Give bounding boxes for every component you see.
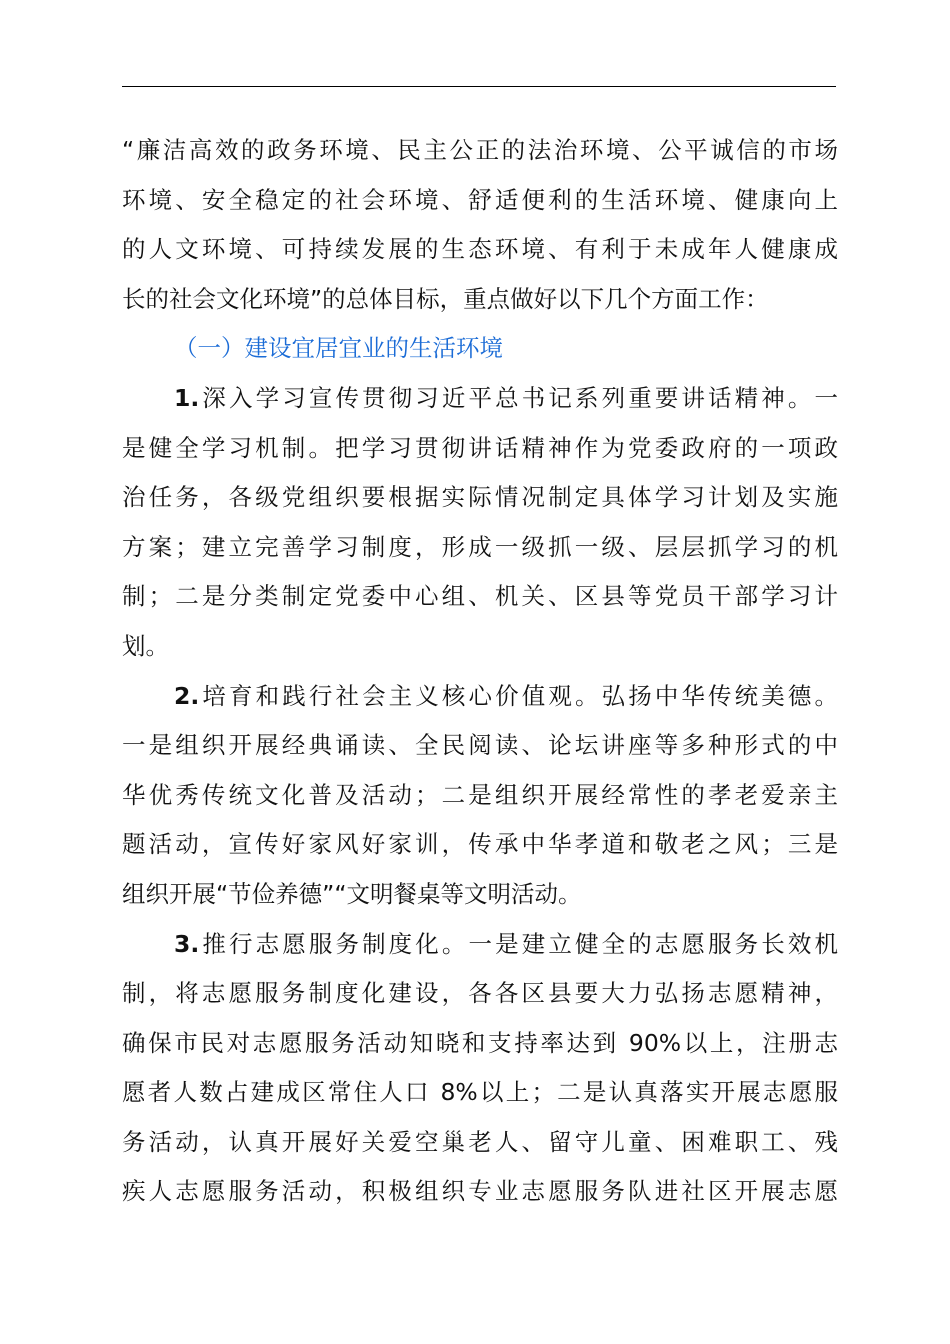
item-number: 1. — [174, 383, 200, 412]
text-line: 长的社会文化环境”的总体目标，重点做好以下几个方面工作： — [122, 284, 769, 313]
section-heading: （一）建设宜居宜业的生活环境 — [174, 334, 503, 363]
text-line: 组织开展“节俭养德”“文明餐桌等文明活动。 — [122, 879, 582, 908]
numbered-item-first-line — [122, 374, 838, 424]
text-span: 推行志愿服务制度化。一是建立健全的志愿服务长效机 — [199, 929, 838, 958]
text-line: 华优秀传统文化普及活动；二是组织开展经常性的孝老爱亲主 — [122, 780, 838, 809]
document-body — [122, 126, 838, 1217]
text-line: 务活动，认真开展好关爱空巢老人、留守儿童、困难职工、残 — [122, 1127, 838, 1156]
item-number: 2. — [174, 681, 200, 710]
text-line: 治任务，各级党组织要根据实际情况制定具体学习计划及实施 — [122, 483, 838, 512]
numbered-item-first-line — [122, 920, 838, 970]
text-line: 制；二是分类制定党委中心组、机关、区县等党员干部学习计 — [122, 582, 838, 611]
text-line: 愿者人数占建成区常住人口 8%以上；二是认真落实开展志愿服 — [122, 1078, 838, 1107]
text-line: 划。 — [122, 631, 169, 660]
text-span: 深入学习宣传贯彻习近平总书记系列重要讲话精神。一 — [199, 383, 838, 412]
text-line: 的人文环境、可持续发展的生态环境、有利于未成年人健康成 — [122, 235, 838, 264]
item-number: 3. — [174, 929, 200, 958]
text-line: 方案；建立完善学习制度，形成一级抓一级、层层抓学习的机 — [122, 532, 838, 561]
text-line: 是健全学习机制。把学习贯彻讲话精神作为党委政府的一项政 — [122, 433, 838, 462]
text-line: 疾人志愿服务活动，积极组织专业志愿服务队进社区开展志愿 — [122, 1177, 838, 1206]
header-rule — [122, 86, 836, 87]
text-line: 确保市民对志愿服务活动知晓和支持率达到 90%以上，注册志 — [122, 1028, 838, 1057]
text-line: 一是组织开展经典诵读、全民阅读、论坛讲座等多种形式的中 — [122, 731, 838, 760]
text-line: 制，将志愿服务制度化建设，各各区县要大力弘扬志愿精神， — [122, 979, 838, 1008]
text-line: 环境、安全稳定的社会环境、舒适便利的生活环境、健康向上 — [122, 185, 838, 214]
text-line: “廉洁高效的政务环境、民主公正的法治环境、公平诚信的市场 — [122, 136, 838, 164]
numbered-item-first-line — [122, 672, 838, 722]
text-line: 题活动，宣传好家风好家训，传承中华孝道和敬老之风；三是 — [122, 830, 838, 859]
text-span: 培育和践行社会主义核心价值观。弘扬中华传统美德。 — [199, 681, 838, 710]
